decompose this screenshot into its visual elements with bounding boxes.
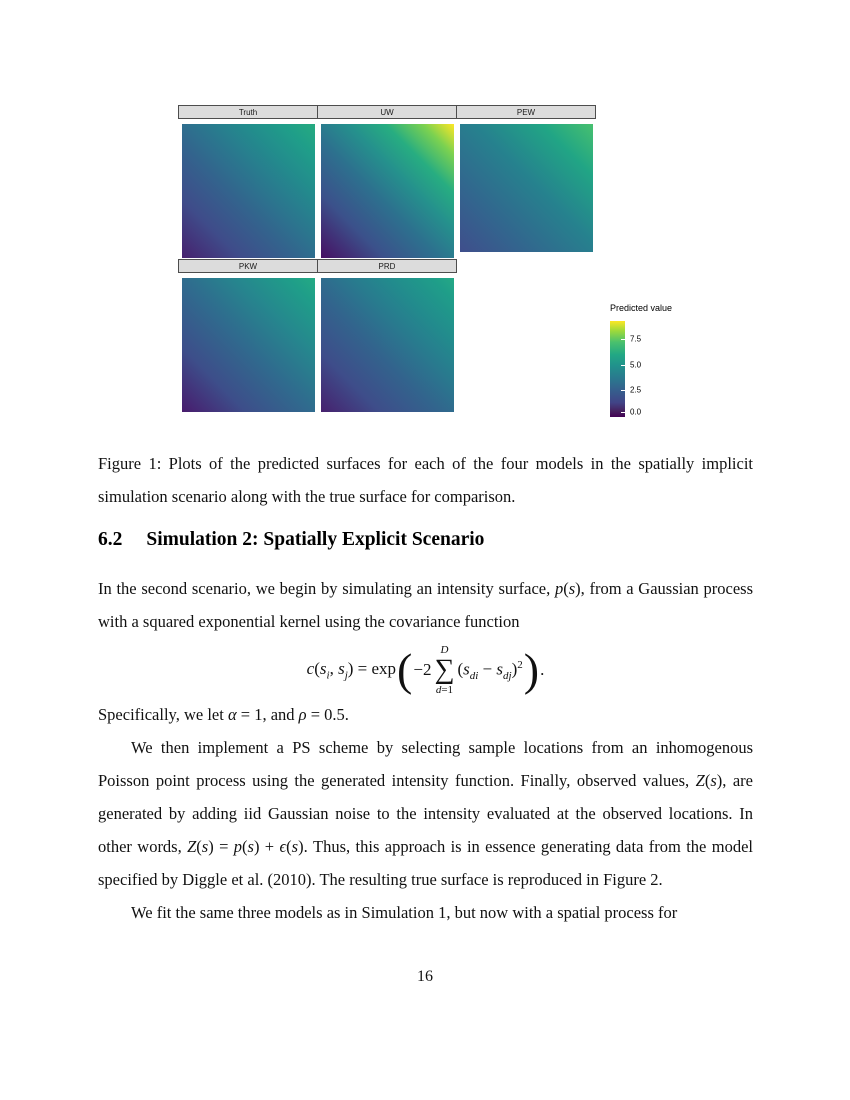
summation-lower-limit: d=1 (435, 684, 454, 697)
facet-strip-pkw (178, 259, 318, 273)
summation (434, 644, 454, 696)
facet-row-top (178, 105, 738, 258)
facet-strip-pew (456, 105, 596, 119)
colorbar-tick (621, 390, 625, 391)
colorbar-wrap (610, 321, 690, 417)
equation-period: . (540, 660, 545, 680)
equation-open-paren: ( (397, 644, 413, 696)
equation-body: $(s_{di} - s_{dj})^2$ (457, 658, 523, 682)
heatmap-prd (321, 278, 454, 412)
legend-tick-label: 7.5 (630, 334, 642, 344)
facet-truth (178, 105, 318, 258)
facet-pew (456, 105, 596, 258)
colorbar-tick (621, 412, 625, 413)
colorbar-tick (621, 365, 625, 366)
facet-uw (317, 105, 457, 258)
colorbar-tick (621, 339, 625, 340)
legend-title: Predicted value (610, 303, 673, 313)
figure-1 (178, 105, 738, 417)
legend (610, 303, 690, 417)
paragraph-models: We fit the same three models as in Simulation 1, but now with a spatial process for (131, 903, 678, 923)
equation-lhs: $c(s_i$, $s_j) = \exp$ (306, 658, 397, 682)
summation-symbol: ∑ (434, 654, 455, 686)
legend-tick-label: 2.5 (630, 385, 642, 395)
facet-pkw (178, 259, 318, 412)
figure-caption: Figure 1: Plots of the predicted surfaces for each of the four models in the spatially implicit simulation scenario along with the true surface for comparison. (98, 454, 753, 506)
facet-label-truth: Truth (238, 107, 258, 117)
paragraph-ps-scheme: We then implement a PS scheme by selecting sample locations from an inhomogenous Poisson point process using the generated intensity function. Finally, observed values, Z(s), are generated by adding iid Gaussian noise to the intensity evaluated at the observed locations. In other words, Z(s) = p(s) + ϵ(s). Thus, this approach is in essence generating data from the model specified by Diggle et al. (2010). The resulting true surface is reproduced in Figure 2. (98, 738, 753, 890)
facet-strip-uw (317, 105, 457, 119)
legend-tick-label: 5.0 (630, 360, 642, 370)
heatmap-uw (321, 124, 454, 258)
heatmap-truth (182, 124, 315, 258)
body-text (98, 572, 753, 929)
paragraph-specifically: Specifically, we let α = 1, and ρ = 0.5. (98, 705, 349, 725)
section-title: Simulation 2: Spatially Explicit Scenario (146, 529, 485, 550)
heatmap-pkw (182, 278, 315, 412)
equation-coefficient: −2 (413, 660, 432, 680)
facet-prd (317, 259, 457, 412)
page-number: 16 (417, 968, 433, 985)
legend-tick-label: 0.0 (630, 407, 642, 417)
equation (98, 644, 753, 696)
facet-label-pew: PEW (516, 107, 536, 117)
facet-strip-truth (178, 105, 318, 119)
facet-label-uw: UW (380, 107, 394, 117)
paragraph-intro: In the second scenario, we begin by simulating an intensity surface, p(s), from a Gaussian process with a squared exponential kernel using the covariance function (98, 579, 753, 631)
facet-strip-prd (317, 259, 457, 273)
section-heading (98, 529, 484, 551)
facet-label-prd: PRD (378, 261, 396, 271)
equation-close-paren: ) (523, 644, 540, 696)
section-number: 6.2 (98, 529, 123, 550)
facet-label-pkw: PKW (238, 261, 258, 271)
summation-upper-limit: D (440, 644, 449, 656)
heatmap-pew (460, 124, 593, 252)
colorbar (610, 321, 625, 417)
